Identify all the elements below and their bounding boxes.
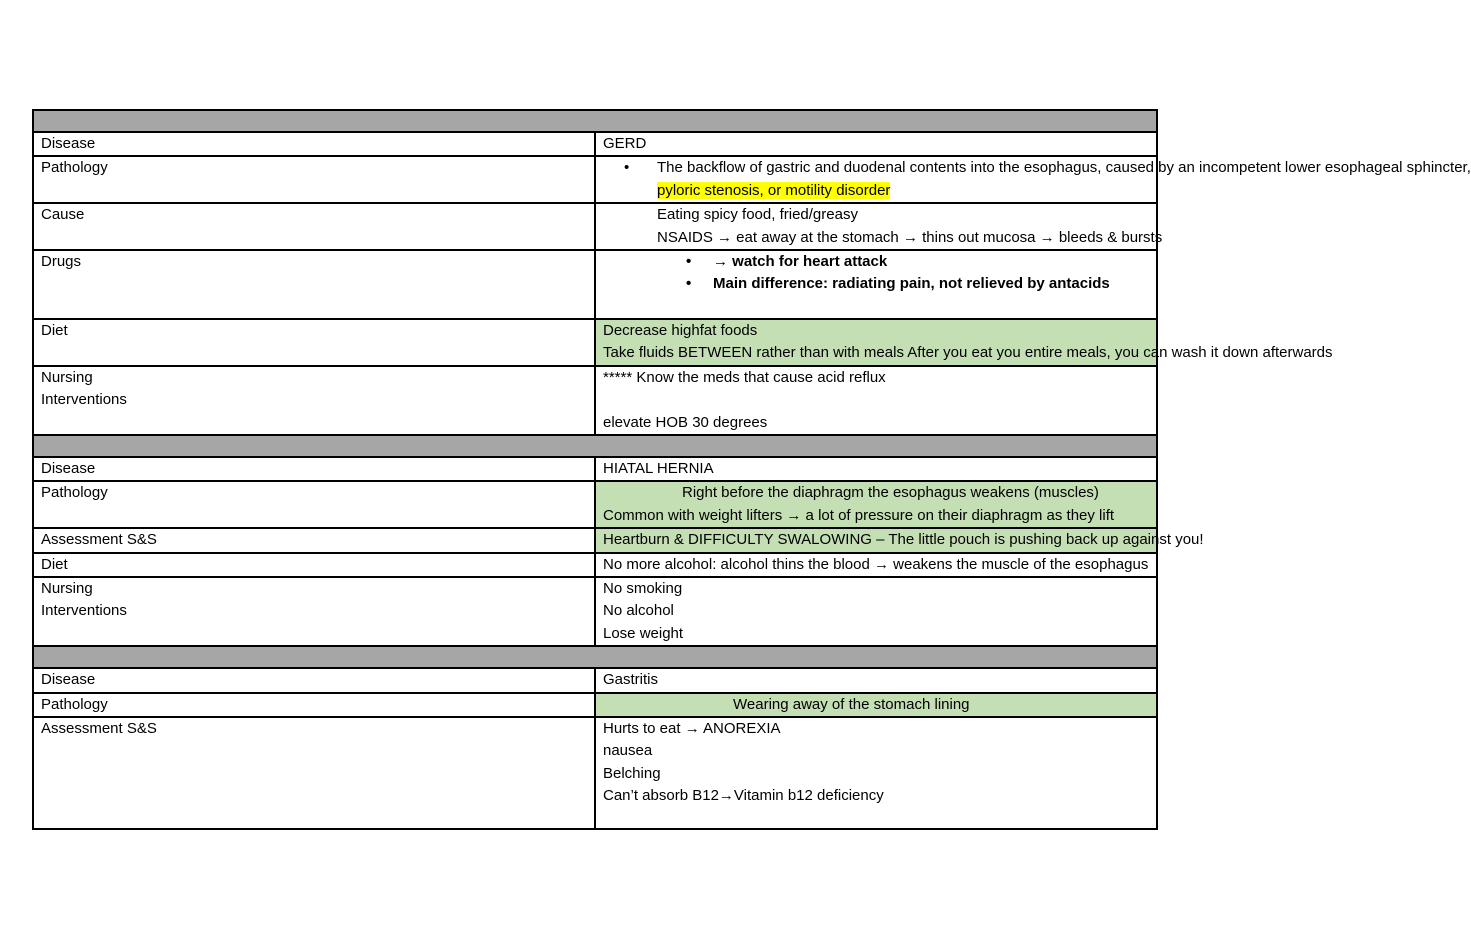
assessment-line: Can’t absorb B12→Vitamin b12 deficiency <box>603 787 884 805</box>
disease-name: Gastritis <box>595 668 1157 692</box>
hiatal-nursing-row <box>33 577 1157 646</box>
cause-line: NSAIDS → eat away at the stomach → thins out mucosa → bleeds & bursts <box>657 228 1163 246</box>
gerd-nursing-row <box>33 366 1157 435</box>
cause-line: Eating spicy food, fried/greasy <box>657 206 858 224</box>
nursing-cell <box>595 577 1157 646</box>
disease-name: HIATAL HERNIA <box>595 457 1157 481</box>
assessment-line: nausea <box>603 742 653 760</box>
row-label: Pathology <box>33 156 595 203</box>
bullet-icon: • <box>686 252 692 270</box>
pathology-line: Right before the diaphragm the esophagus weakens (muscles) <box>682 484 1099 502</box>
pathology-cell <box>595 156 1471 203</box>
row-label: Pathology <box>33 693 595 717</box>
gerd-pathology-row <box>33 156 1157 203</box>
row-label: Assessment S&S <box>33 528 595 552</box>
pathology-cell <box>595 481 1157 528</box>
gerd-disease-row <box>33 132 1157 156</box>
cause-cell <box>595 203 1163 250</box>
nursing-line: No smoking <box>603 579 683 597</box>
row-label: Drugs <box>33 250 595 319</box>
gastritis-pathology-row <box>33 693 1157 717</box>
row-label: Disease <box>33 457 595 481</box>
section-header-gastritis <box>33 646 1157 668</box>
row-label: Diet <box>33 319 595 366</box>
nursing-line: Lose weight <box>603 624 684 642</box>
assessment-line: Belching <box>603 764 661 782</box>
gastritis-assessment-row <box>33 717 1157 829</box>
drugs-cell <box>595 250 1157 319</box>
disease-notes-table <box>32 109 1471 830</box>
hiatal-assessment-row <box>33 528 1157 552</box>
row-label: Diet <box>33 553 595 577</box>
row-label: Nursing Interventions <box>33 577 595 646</box>
row-label: Assessment S&S <box>33 717 595 829</box>
row-label: Cause <box>33 203 595 250</box>
diet-line: Take fluids BETWEEN rather than with meals After you eat you entire meals, you can wash it down afterwards <box>603 344 1333 362</box>
diet-text: No more alcohol: alcohol thins the blood → weakens the muscle of the esophagus <box>595 553 1157 577</box>
diet-cell <box>595 319 1333 366</box>
row-label: Disease <box>33 132 595 156</box>
section-header-gerd <box>33 110 1157 132</box>
row-label: Disease <box>33 668 595 692</box>
highlighted-text: pyloric stenosis, or motility disorder <box>657 181 891 199</box>
disease-name: GERD <box>595 132 1157 156</box>
gerd-diet-row <box>33 319 1157 366</box>
nursing-line: No alcohol <box>603 602 674 620</box>
assessment-cell <box>595 717 1157 829</box>
hiatal-disease-row <box>33 457 1157 481</box>
pathology-line: Wearing away of the stomach lining <box>733 695 970 713</box>
assessment-text: Heartburn & DIFFICULTY SWALOWING – The little pouch is pushing back up against you! <box>595 528 1157 552</box>
bullet-icon: • <box>686 275 692 293</box>
gerd-cause-row <box>33 203 1157 250</box>
pathology-cell <box>595 693 1157 717</box>
nursing-cell <box>595 366 1157 435</box>
bullet-icon: • <box>624 159 630 177</box>
nursing-line: ***** Know the meds that cause acid reflux <box>603 368 886 386</box>
pathology-line: Common with weight lifters → a lot of pressure on their diaphragm as they lift <box>603 506 1115 524</box>
gastritis-disease-row <box>33 668 1157 692</box>
hiatal-pathology-row <box>33 481 1157 528</box>
assessment-line: Hurts to eat → ANOREXIA <box>603 719 781 737</box>
pathology-text: The backflow of gastric and duodenal contents into the esophagus, caused by an incompetent lower esophageal sphincter, <box>657 159 1471 177</box>
hiatal-diet-row <box>33 553 1157 577</box>
nursing-line: elevate HOB 30 degrees <box>603 413 768 431</box>
row-label: Nursing Interventions <box>33 366 595 435</box>
row-label: Pathology <box>33 481 595 528</box>
drugs-item: → watch for heart attack <box>713 252 888 270</box>
section-header-hiatal <box>33 435 1157 457</box>
diet-line: Decrease highfat foods <box>603 321 758 339</box>
drugs-item: Main difference: radiating pain, not relieved by antacids <box>713 275 1110 293</box>
gerd-drugs-row <box>33 250 1157 319</box>
